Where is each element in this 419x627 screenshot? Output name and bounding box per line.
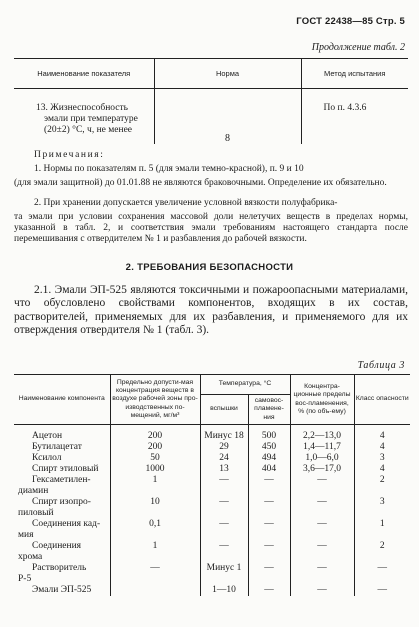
indicator-line: эмали при температуре [44, 113, 138, 124]
note-2-continuation: та эмали при условии сохранения массовой доли нелетучих веществ в пределах нормы, указанной в табл. 2, и соответствия эмали требованиям настоящего стандарта после перемешивания с отвердителем № 1 и разбавления до рабочей вязкости. [14, 212, 408, 244]
component-name-cell: диамин [18, 486, 49, 496]
flash-point-cell [200, 508, 248, 519]
mpc-cell: 1000 [110, 464, 200, 475]
flammability-limits-cell: — [290, 475, 354, 486]
flammability-limits-cell [290, 486, 354, 497]
mpc-cell [110, 508, 200, 519]
hazard-class-cell [354, 530, 410, 541]
table-row [14, 519, 410, 530]
flash-point-cell: — [200, 541, 248, 552]
table-row [14, 574, 410, 585]
table-row [14, 89, 408, 145]
flash-point-cell: 29 [200, 442, 248, 453]
autoignition-cell: — [248, 541, 290, 552]
hazard-class-cell [354, 552, 410, 563]
table-3-header-temperature: Температура, °С [200, 375, 290, 395]
autoignition-cell [248, 552, 290, 563]
flash-point-cell: — [200, 497, 248, 508]
hazard-class-cell [354, 574, 410, 585]
flash-point-cell [200, 530, 248, 541]
table-row [14, 453, 410, 464]
table-3 [14, 374, 410, 596]
flash-point-cell: 1—10 [200, 585, 248, 596]
flammability-limits-cell: — [290, 541, 354, 552]
table-row [14, 486, 410, 497]
hazard-class-cell [354, 508, 410, 519]
component-name-cell: Спирт изопро- [32, 497, 91, 507]
autoignition-cell [248, 530, 290, 541]
component-name-cell: Растворитель [32, 563, 87, 573]
table-3-header-flash: вспышки [200, 395, 248, 425]
norm-cell: 8 [154, 89, 301, 145]
table-3-caption: Таблица 3 [357, 360, 405, 371]
autoignition-cell: 404 [248, 464, 290, 475]
mpc-cell: 200 [110, 442, 200, 453]
table-row [14, 464, 410, 475]
component-name-cell: Р-5 [18, 574, 32, 584]
mpc-cell [110, 530, 200, 541]
autoignition-cell: — [248, 475, 290, 486]
flash-point-cell: Минус 18 [200, 425, 248, 443]
table-row [14, 563, 410, 574]
hazard-class-cell: 3 [354, 497, 410, 508]
component-name-cell: пиловый [18, 508, 54, 518]
flash-point-cell: — [200, 475, 248, 486]
flash-point-cell [200, 552, 248, 563]
mpc-cell [110, 585, 200, 596]
indicator-line: (20±2) °С, ч, не менее [44, 124, 133, 135]
table-row [14, 425, 410, 443]
table-3-header-name: Наименование компонента [14, 375, 110, 425]
autoignition-cell [248, 508, 290, 519]
table-2-header-norm: Норма [154, 59, 301, 89]
component-name-cell: Бутилацетат [32, 442, 82, 452]
component-name-cell: Ацетон [32, 431, 63, 441]
autoignition-cell: — [248, 519, 290, 530]
flammability-limits-cell: — [290, 563, 354, 574]
flash-point-cell: Минус 1 [200, 563, 248, 574]
flammability-limits-cell: 3,6—17,0 [290, 464, 354, 475]
table-row [14, 508, 410, 519]
mpc-cell: 0,1 [110, 519, 200, 530]
flammability-limits-cell [290, 508, 354, 519]
flammability-limits-cell: 2,2—13,0 [290, 425, 354, 443]
autoignition-cell: — [248, 563, 290, 574]
mpc-cell: 1 [110, 475, 200, 486]
autoignition-cell [248, 574, 290, 585]
flammability-limits-cell: 1,4—11,7 [290, 442, 354, 453]
table-3-header-hazard-class: Класс опасности [354, 375, 410, 425]
table-continuation-label: Продолжение табл. 2 [311, 42, 405, 53]
hazard-class-cell [354, 486, 410, 497]
autoignition-cell: 500 [248, 425, 290, 443]
flammability-limits-cell: — [290, 585, 354, 596]
hazard-class-cell: 4 [354, 442, 410, 453]
table-2 [14, 58, 408, 144]
table-row [14, 541, 410, 552]
notes-title: Примечания: [34, 150, 105, 160]
autoignition-cell: — [248, 585, 290, 596]
mpc-cell: — [110, 563, 200, 574]
component-name-cell: Эмали ЭП-525 [32, 585, 92, 595]
mpc-cell [110, 486, 200, 497]
hazard-class-cell: 2 [354, 475, 410, 486]
note-2-first-line: 2. При хранении допускается увеличение условной вязкости полуфабрика- [34, 198, 338, 208]
mpc-cell: 10 [110, 497, 200, 508]
table-row [14, 585, 410, 596]
mpc-cell: 50 [110, 453, 200, 464]
component-name-cell: Спирт этиловый [32, 464, 99, 474]
component-name-cell: Ксилол [32, 453, 62, 463]
flammability-limits-cell: 1,0—6,0 [290, 453, 354, 464]
autoignition-cell: — [248, 497, 290, 508]
page-header: ГОСТ 22438—85 Стр. 5 [296, 16, 405, 27]
component-name-cell: Соединения кад- [32, 519, 101, 529]
hazard-class-cell: 4 [354, 464, 410, 475]
component-name-cell: Гексаметилен- [32, 475, 91, 485]
hazard-class-cell: 3 [354, 453, 410, 464]
table-2-header-indicator: Наименование показателя [14, 59, 154, 89]
component-name-cell: хрома [18, 552, 43, 562]
section-title: 2. ТРЕБОВАНИЯ БЕЗОПАСНОСТИ [125, 262, 294, 273]
note-1-first-line: 1. Нормы по показателям п. 5 (для эмали темно-красной), п. 9 и 10 [34, 164, 304, 174]
table-row [14, 442, 410, 453]
flammability-limits-cell [290, 530, 354, 541]
mpc-cell [110, 552, 200, 563]
flash-point-cell: — [200, 519, 248, 530]
note-1-continuation: (для эмали защитной) до 01.01.88 не являются браковочными. Определение их обязательно. [14, 178, 387, 188]
table-row [14, 530, 410, 541]
indicator-cell [14, 89, 154, 145]
flammability-limits-cell: — [290, 519, 354, 530]
method-cell: По п. 4.3.6 [301, 89, 408, 145]
component-name-cell: мия [18, 530, 34, 540]
table-row [14, 475, 410, 486]
hazard-class-cell: 2 [354, 541, 410, 552]
flash-point-cell [200, 574, 248, 585]
table-row [14, 497, 410, 508]
flash-point-cell: 24 [200, 453, 248, 464]
flash-point-cell: 13 [200, 464, 248, 475]
autoignition-cell: 494 [248, 453, 290, 464]
table-row [14, 552, 410, 563]
autoignition-cell: 450 [248, 442, 290, 453]
autoignition-cell [248, 486, 290, 497]
component-name-cell: Соединения [32, 541, 82, 551]
paragraph-2-1-text: 2.1. Эмали ЭП-525 являются токсичными и пожароопасными материалами, что обусловлено свойствами компонентов, входящих в их состав, растворителей, применяемых для их разбавления, и применяемого для их отверждения отвердителя № 1 (табл. 3). [14, 284, 408, 337]
flammability-limits-cell [290, 574, 354, 585]
indicator-line: 13. Жизнеспособность [36, 103, 128, 113]
table-3-header-mpc: Предельно допусти-мая концентрация веществ в воздухе рабочей зоны про-изводственных по-мещений, мг/м³ [110, 375, 200, 425]
hazard-class-cell: — [354, 585, 410, 596]
flammability-limits-cell: — [290, 497, 354, 508]
hazard-class-cell: — [354, 563, 410, 574]
flammability-limits-cell [290, 552, 354, 563]
mpc-cell: 1 [110, 541, 200, 552]
mpc-cell: 200 [110, 425, 200, 443]
mpc-cell [110, 574, 200, 585]
table-2-header-method: Метод испытания [301, 59, 408, 89]
hazard-class-cell: 1 [354, 519, 410, 530]
hazard-class-cell: 4 [354, 425, 410, 443]
paragraph-2-1 [14, 284, 408, 338]
flash-point-cell [200, 486, 248, 497]
table-3-header-autoignition: самовос-пламене-ния [248, 395, 290, 425]
table-3-header-limits: Концентра-ционные пределы вос-пламенения, % (по объ-ему) [290, 375, 354, 425]
